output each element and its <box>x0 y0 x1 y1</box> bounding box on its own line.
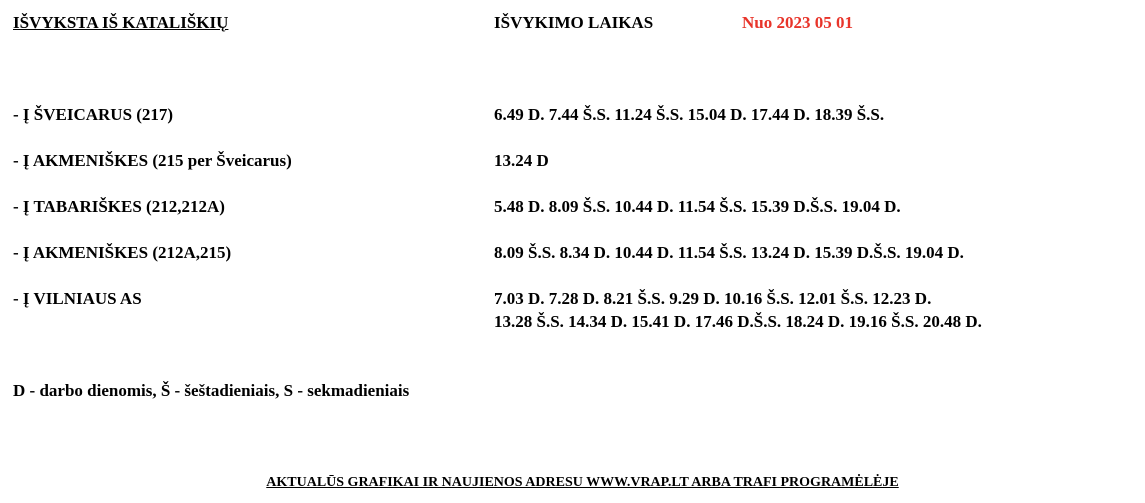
page-title: IŠVYKSTA IŠ KATALIŠKIŲ <box>13 13 229 32</box>
route-times: 5.48 D. 8.09 Š.S. 10.44 D. 11.54 Š.S. 15.39 D.Š.S. 19.04 D. <box>494 197 901 216</box>
route-destination: - Į VILNIAUS AS <box>13 289 142 308</box>
route-times: 13.24 D <box>494 151 549 170</box>
valid-from-date: Nuo 2023 05 01 <box>742 13 853 32</box>
route-times: 8.09 Š.S. 8.34 D. 10.44 D. 11.54 Š.S. 13.24 D. 15.39 D.Š.S. 19.04 D. <box>494 243 964 262</box>
footer-notice: AKTUALŪS GRAFIKAI IR NAUJIENOS ADRESU WWW.VRAP.LT ARBA TRAFI PROGRAMĖLĖJE <box>266 475 899 490</box>
route-destination: - Į AKMENIŠKES (212A,215) <box>13 243 232 262</box>
route-times: 6.49 D. 7.44 Š.S. 11.24 Š.S. 15.04 D. 17.44 D. 18.39 Š.S. <box>494 105 885 124</box>
route-times-line-2: 13.28 Š.S. 14.34 D. 15.41 D. 17.46 D.Š.S. 18.24 D. 19.16 Š.S. 20.48 D. <box>494 312 982 331</box>
legend: D - darbo dienomis, Š - šeštadieniais, S - sekmadieniais <box>13 381 410 400</box>
route-destination: - Į ŠVEICARUS (217) <box>13 105 174 124</box>
route-destination: - Į TABARIŠKES (212,212A) <box>13 197 225 216</box>
departure-time-heading: IŠVYKIMO LAIKAS <box>494 13 654 32</box>
route-destination: - Į AKMENIŠKES (215 per Šveicarus) <box>13 151 292 170</box>
route-times-line-1: 7.03 D. 7.28 D. 8.21 Š.S. 9.29 D. 10.16 Š.S. 12.01 Š.S. 12.23 D. <box>494 289 932 308</box>
